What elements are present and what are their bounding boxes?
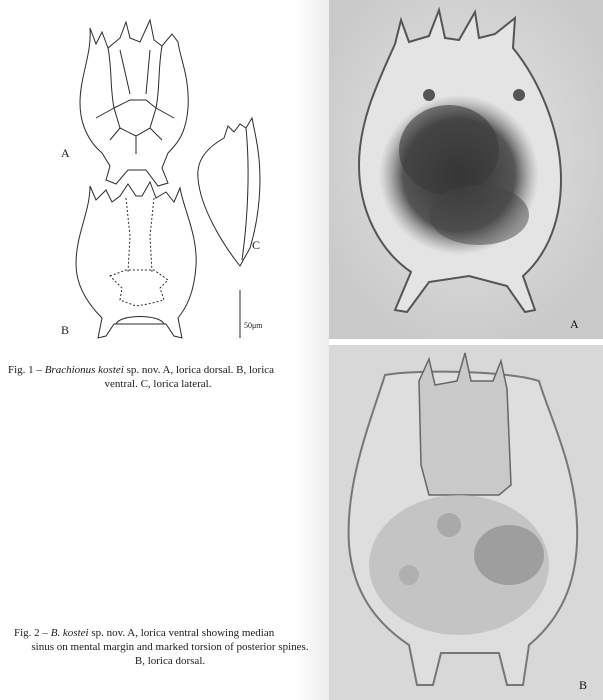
fig2-caption-rest: sp. nov. A, lorica ventral showing median bbox=[88, 627, 275, 639]
fig1-label-b: B bbox=[61, 323, 70, 337]
scale-bar-label: 50μm bbox=[244, 321, 263, 330]
photo-a-label: A bbox=[570, 317, 579, 331]
photo-b-label: B bbox=[579, 678, 588, 692]
photomicrograph-a bbox=[329, 0, 603, 339]
photo-b-image bbox=[329, 345, 603, 700]
drawing-c-lateral bbox=[198, 118, 260, 266]
drawing-a-dorsal bbox=[80, 20, 188, 186]
fig2-caption-species: B. kostei bbox=[50, 627, 89, 639]
lorica-drawings bbox=[50, 8, 290, 348]
fig1-caption-rest: sp. nov. A, lorica dorsal. B, lorica bbox=[123, 364, 275, 376]
fig1-caption-line2: ventral. C, lorica lateral. bbox=[104, 378, 212, 390]
fig2-caption bbox=[14, 626, 326, 668]
fig1-caption-prefix: Fig. 1 – bbox=[8, 364, 45, 376]
fig1-label-a: A bbox=[61, 146, 70, 160]
fig1-caption bbox=[8, 363, 308, 391]
page-edge-shadow bbox=[296, 0, 329, 700]
photo-a-image bbox=[329, 0, 603, 339]
drawing-b-ventral bbox=[76, 182, 196, 338]
fig2-caption-prefix: Fig. 2 – bbox=[14, 627, 51, 639]
fig2-caption-line2: sinus on mental margin and marked torsion of posterior spines. bbox=[31, 641, 309, 653]
fig2-caption-line3: B, lorica dorsal. bbox=[134, 655, 206, 667]
fig1-label-c: C bbox=[252, 238, 261, 252]
photomicrograph-b bbox=[329, 345, 603, 700]
fig1-caption-species: Brachionus kostei bbox=[44, 364, 124, 376]
